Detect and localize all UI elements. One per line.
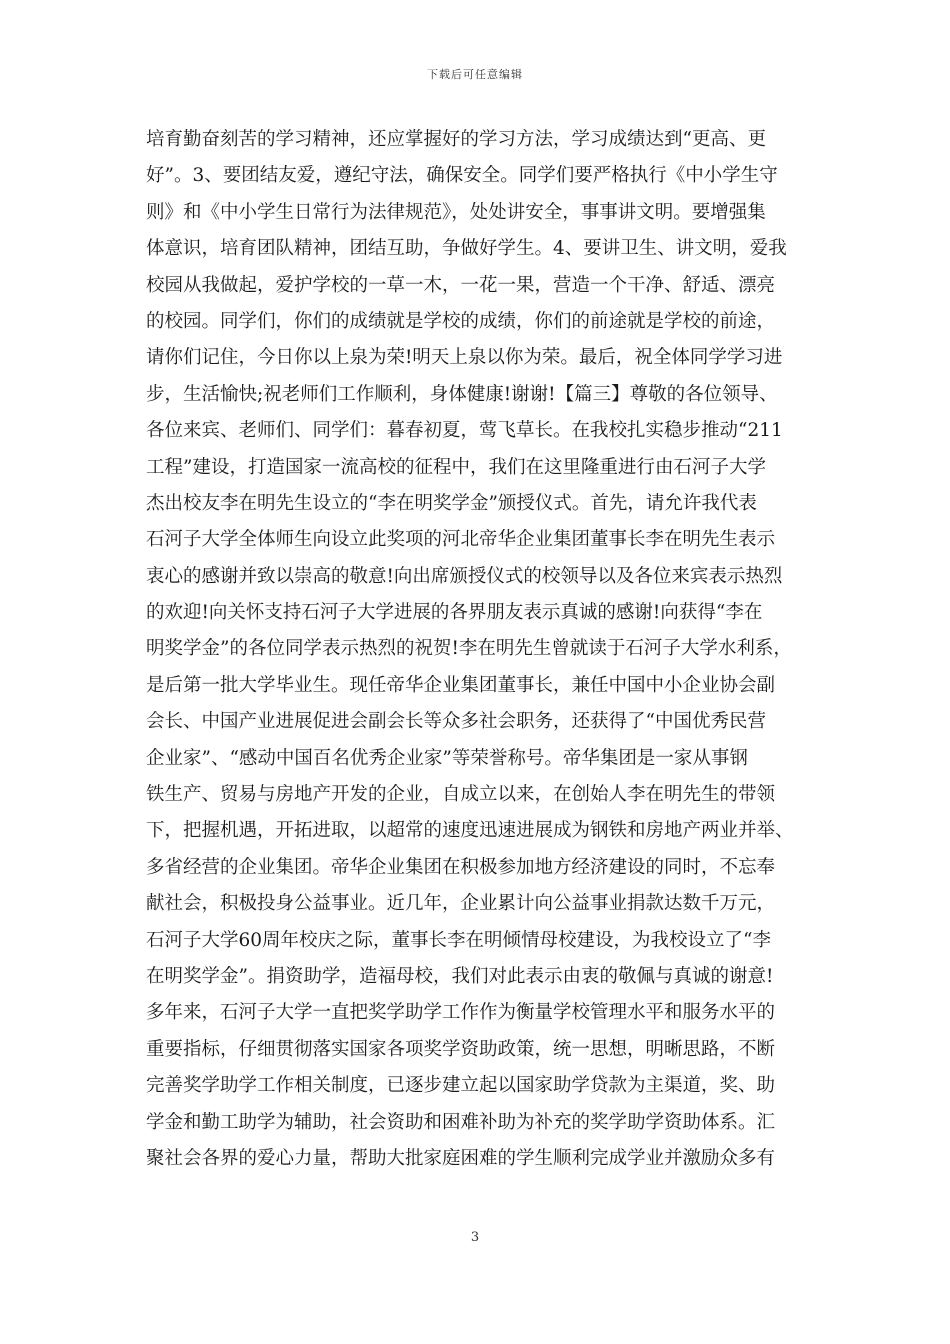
text-line: 工程”建设，打造国家一流高校的征程中，我们在这里隆重进行由石河子大学 [146,456,766,478]
text-line: 重要指标，仔细贯彻落实国家各项奖学资助政策，统一思想，明晰思路，不断 [146,1038,776,1060]
text-line: 是后第一批大学毕业生。现任帝华企业集团董事长，兼任中国中小企业协会副 [146,674,776,696]
text-line: 明奖学金”的各位同学表示热烈的祝贺!李在明先生曾就读于石河子大学水利系， [146,638,792,660]
text-line: 培育勤奋刻苦的学习精神，还应掌握好的学习方法，学习成绩达到“更高、更 [146,129,766,150]
text-line: 石河子大学60周年校庆之际，董事长李在明倾情母校建设，为我校设立了“李 [146,929,772,951]
page-header: 下载后可任意编辑 [427,68,523,81]
text-line: 企业家”、“感动中国百名优秀企业家”等荣誉称号。帝华集团是一家从事钢 [146,747,748,769]
text-line: 步，生活愉快;祝老师们工作顺利，身体健康!谢谢!【篇三】尊敬的各位领导、 [146,383,778,405]
text-line: 衷心的感谢并致以崇高的敬意!向出席颁授仪式的校领导以及各位来宾表示热烈 [146,565,783,587]
text-line: 体意识，培育团队精神，团结互助，争做好学生。4、要讲卫生、讲文明，爱我 [146,238,787,260]
text-line: 的校园。同学们，你们的成绩就是学校的成绩，你们的前途就是学校的前途， [146,310,776,332]
text-line: 聚社会各界的爱心力量，帮助大批家庭困难的学生顺利完成学业并激励众多有 [146,1147,776,1169]
text-line: 学金和勤工助学为辅助，社会资助和困难补助为补充的奖学助学资助体系。汇 [146,1111,776,1133]
text-line: 校园从我做起，爱护学校的一草一木，一花一果，营造一个干净、舒适、漂亮 [146,274,776,296]
text-line: 多省经营的企业集团。帝华企业集团在积极参加地方经济建设的同时，不忘奉 [146,856,776,878]
text-line: 的欢迎!向关怀支持石河子大学进展的各界朋友表示真诚的感谢!向获得“李在 [146,602,763,624]
text-line: 则》和《中小学生日常行为法律规范》，处处讲安全，事事讲文明。要增强集 [146,201,766,223]
page-number: 3 [470,1230,480,1245]
text-line: 在明奖学金”。捐资助学，造福母校，我们对此表示由衷的敬佩与真诚的谢意! [146,965,774,987]
text-line: 请你们记住，今日你以上泉为荣!明天上泉以你为荣。最后，祝全体同学学习进 [146,347,783,369]
text-line: 下，把握机遇，开拓进取，以超常的速度迅速进展成为钢铁和房地产两业并举、 [146,820,794,842]
text-line: 石河子大学全体师生向设立此奖项的河北帝华企业集团董事长李在明先生表示 [146,529,776,551]
body-text [146,122,811,1177]
text-line: 会长、中国产业进展促进会副会长等众多社会职务，还获得了“中国优秀民营 [146,711,766,733]
text-line: 好”。3、要团结友爱，遵纪守法，确保安全。同学们要严格执行《中小学生守 [146,165,778,187]
text-line: 杰出校友李在明先生设立的“李在明奖学金”颁授仪式。首先，请允许我代表 [146,492,757,514]
text-line: 铁生产、贸易与房地产开发的企业，自成立以来，在创始人李在明先生的带领 [146,784,776,806]
text-line: 多年来，石河子大学一直把奖学助学工作作为衡量学校管理水平和服务水平的 [146,1002,776,1024]
text-line: 献社会，积极投身公益事业。近几年，企业累计向公益事业捐款达数千万元， [146,893,776,915]
text-line: 完善奖学助学工作相关制度，已逐步建立起以国家助学贷款为主渠道，奖、助 [146,1075,776,1097]
text-line: 各位来宾、老师们、同学们：暮春初夏，莺飞草长。在我校扎实稳步推动“211 [146,420,783,442]
